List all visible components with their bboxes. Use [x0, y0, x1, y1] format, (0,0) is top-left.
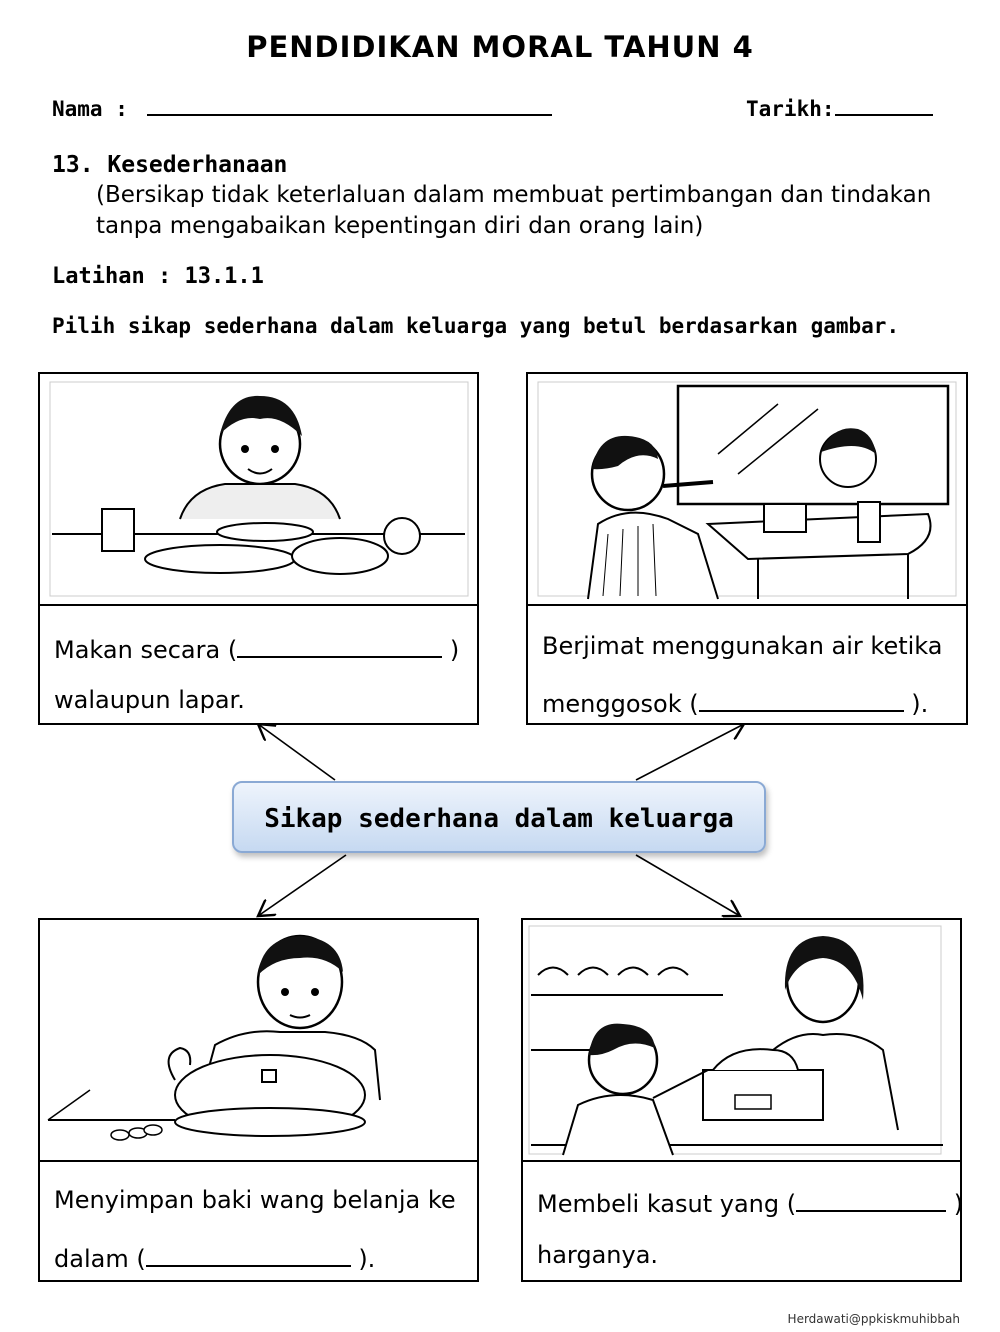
card-brushing-line-1: Berjimat menggunakan air ketika: [542, 632, 943, 660]
arrow-top-right: [636, 724, 744, 780]
center-topic-box: Sikap sederhana dalam keluarga: [232, 781, 766, 853]
card-saving-line-2: dalam ( ).: [54, 1241, 375, 1273]
card-shoes-line-1: Membeli kasut yang ( ): [537, 1186, 963, 1218]
exercise-label: Latihan : 13.1.1: [52, 264, 264, 289]
card-eating-line-1: Makan secara ( ): [54, 632, 459, 664]
card-eating: [38, 372, 479, 725]
date-label: Tarikh:: [746, 97, 835, 121]
card-eating-line-2: walaupun lapar.: [54, 686, 245, 714]
card-brushing: [526, 372, 968, 725]
exercise-instruction: Pilih sikap sederhana dalam keluarga yang betul berdasarkan gambar.: [52, 314, 900, 338]
definition-line-1: (Bersikap tidak keterlaluan dalam membuat pertimbangan dan tindakan: [96, 182, 932, 208]
boy-brushing-teeth-icon: [528, 374, 966, 606]
topic-heading: 13. Kesederhanaan: [52, 152, 288, 178]
definition-line-2: tanpa mengabaikan kepentingan diri dan orang lain): [96, 213, 704, 239]
name-label: Nama :: [52, 97, 128, 121]
card-saving-line-1: Menyimpan baki wang belanja ke: [54, 1186, 456, 1214]
card-shoes-line-2: harganya.: [537, 1241, 659, 1269]
card-saving: [38, 918, 479, 1282]
card-shoes: [521, 918, 962, 1282]
boy-piggy-bank-icon: [40, 920, 477, 1162]
answer-blank-saving[interactable]: [146, 1241, 351, 1267]
answer-blank-eating[interactable]: [237, 632, 442, 658]
footer-credit: Herdawati@ppkiskmuhibbah: [787, 1312, 960, 1326]
boy-eating-icon: [40, 374, 477, 606]
card-brushing-line-2: menggosok ( ).: [542, 686, 928, 718]
page-title: PENDIDIKAN MORAL TAHUN 4: [246, 30, 754, 64]
arrow-bottom-right: [636, 855, 740, 916]
arrow-top-left: [258, 724, 335, 780]
answer-blank-brushing[interactable]: [699, 686, 904, 712]
answer-blank-shoes[interactable]: [796, 1186, 946, 1212]
arrow-bottom-left: [258, 855, 346, 916]
boy-buying-shoes-icon: [523, 920, 960, 1162]
